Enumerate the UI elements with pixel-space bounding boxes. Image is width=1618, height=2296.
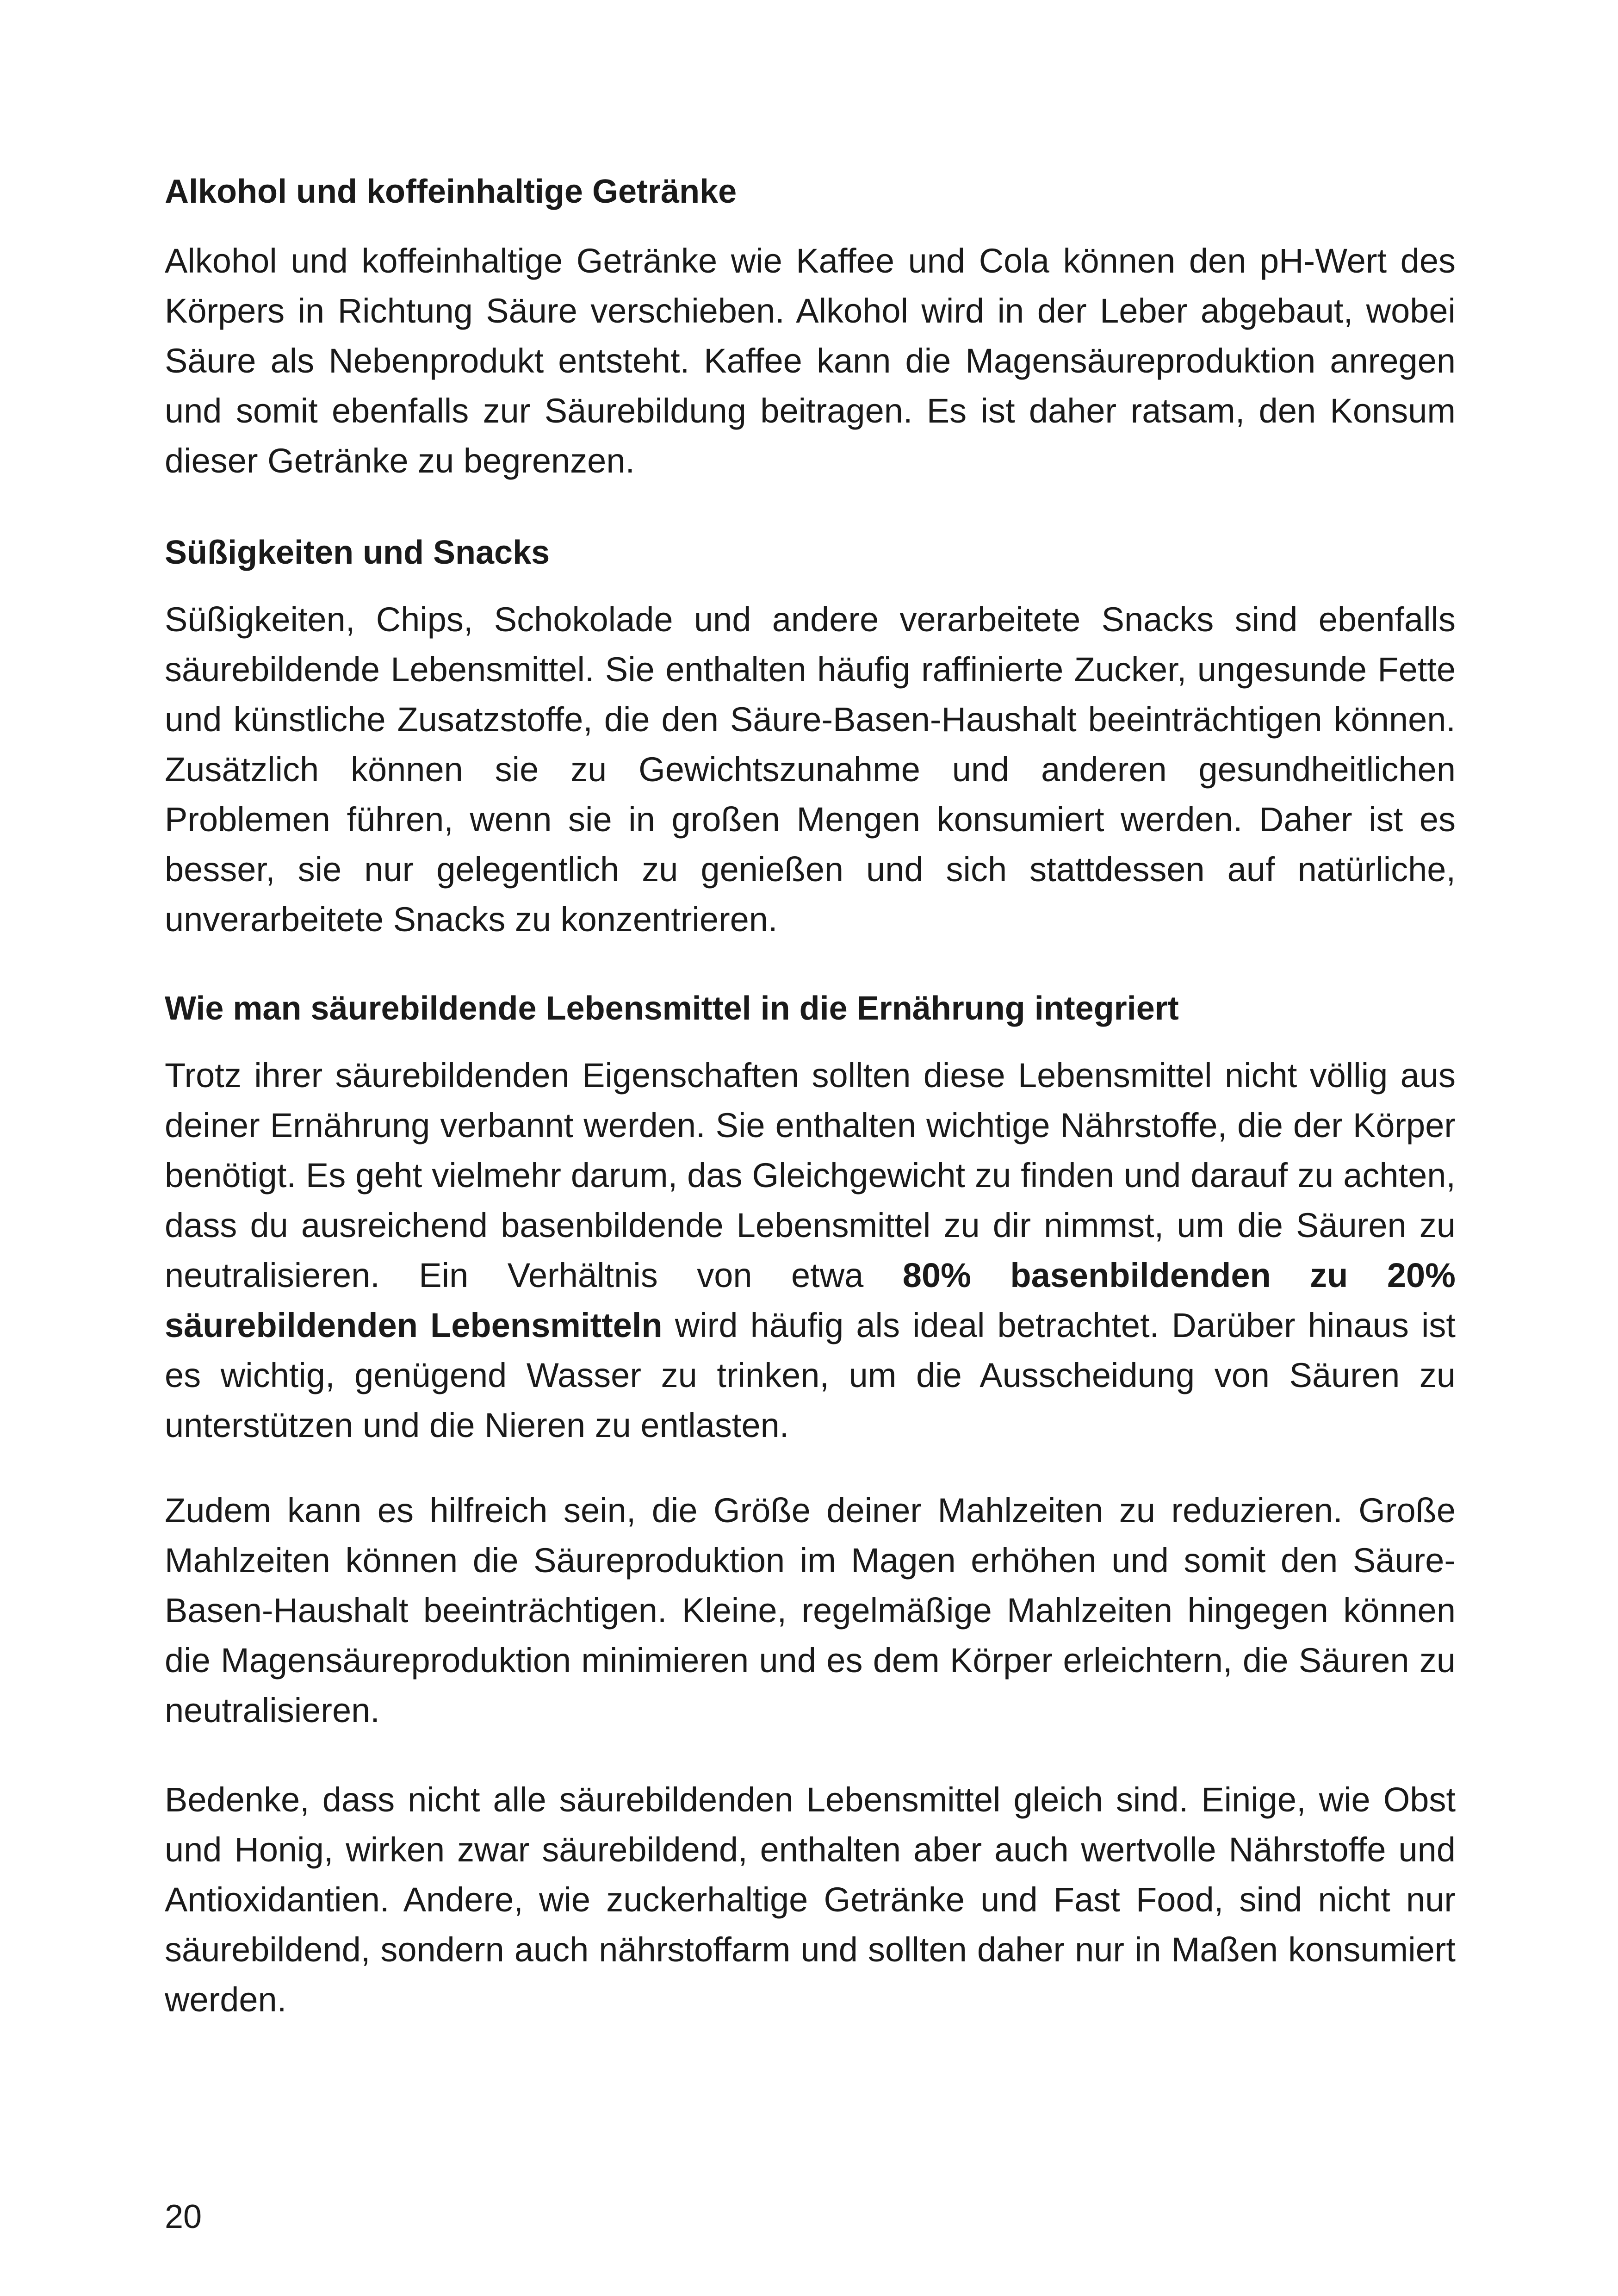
paragraph-mahlzeiten: Zudem kann es hilfreich sein, die Größe deiner Mahlzeiten zu reduzieren. Große Mahlzeiten können die Säureproduktion im Magen erhöhen und somit den Säure-Basen-Haushalt beeinträchtigen. Kleine, regelmäßige Mahlzeiten hingegen können die Magensäureproduktion minimieren und es dem Körper erleichtern, die Säuren zu neutralisieren. [165,1491,1456,1730]
paragraph-suessigkeiten: Süßigkeiten, Chips, Schokolade und andere verarbeitete Snacks sind ebenfalls säurebildende Lebensmittel. Sie enthalten häufig raffinierte Zucker, ungesunde Fette und künstliche Zusatzstoffe, die den Säure-Basen-Haushalt beeinträchtigen können. Zusätzlich können sie zu Gewichtszunahme und anderen gesundheitlichen Problemen führen, wenn sie in großen Mengen konsumiert werden. Daher ist es besser, sie nur gelegentlich zu genießen und sich stattdessen auf natürliche, unverarbeitete Snacks zu konzentrieren. [165,600,1456,939]
page-number: 20 [165,2198,202,2235]
highlighted-ratio: 80% basenbildenden zu 20% säurebildenden Lebensmitteln [165,1256,1456,1344]
section-heading-suessigkeiten: Süßigkeiten und Snacks [165,534,550,571]
paragraph-text: wird häufig als ideal betrachtet. Darüber hinaus ist es wichtig, genügend Wasser zu trinken, um die Ausscheidung von Säuren zu unterstützen und die Nieren zu entlasten. [165,1306,1456,1444]
paragraph-unterschiede: Bedenke, dass nicht alle säurebildenden Lebensmittel gleich sind. Einige, wie Obst und Honig, wirken zwar säurebildend, enthalten aber auch wertvolle Nährstoffe und Antioxidantien. Andere, wie zuckerhaltige Getränke und Fast Food, sind nicht nur säurebildend, sondern auch nährstoffarm und sollten daher nur in Maßen konsumiert werden. [165,1780,1456,2019]
paragraph-integration-ratio [165,1051,1456,1450]
paragraph-text: Trotz ihrer säurebildenden Eigenschaften sollten diese Lebensmittel nicht völlig aus deiner Ernährung verbannt werden. Sie enthalten wichtige Nährstoffe, die der Körper benötigt. Es geht vielmehr darum, das Gleichgewicht zu finden und darauf zu achten, dass du ausreichend basenbildende Lebensmittel zu dir nimmst, um die Säuren zu neutralisieren. Ein Verhältnis von etwa [165,1056,1456,1294]
section-heading-integration: Wie man säurebildende Lebensmittel in die Ernährung integriert [165,990,1179,1027]
section-heading-alkohol: Alkohol und koffeinhaltige Getränke [165,173,737,210]
paragraph-alkohol: Alkohol und koffeinhaltige Getränke wie Kaffee und Cola können den pH-Wert des Körpers in Richtung Säure verschieben. Alkohol wird in der Leber abgebaut, wobei Säure als Nebenprodukt entsteht. Kaffee kann die Magensäureproduktion anregen und somit ebenfalls zur Säurebildung beitragen. Es ist daher ratsam, den Konsum dieser Getränke zu begrenzen. [165,242,1456,480]
